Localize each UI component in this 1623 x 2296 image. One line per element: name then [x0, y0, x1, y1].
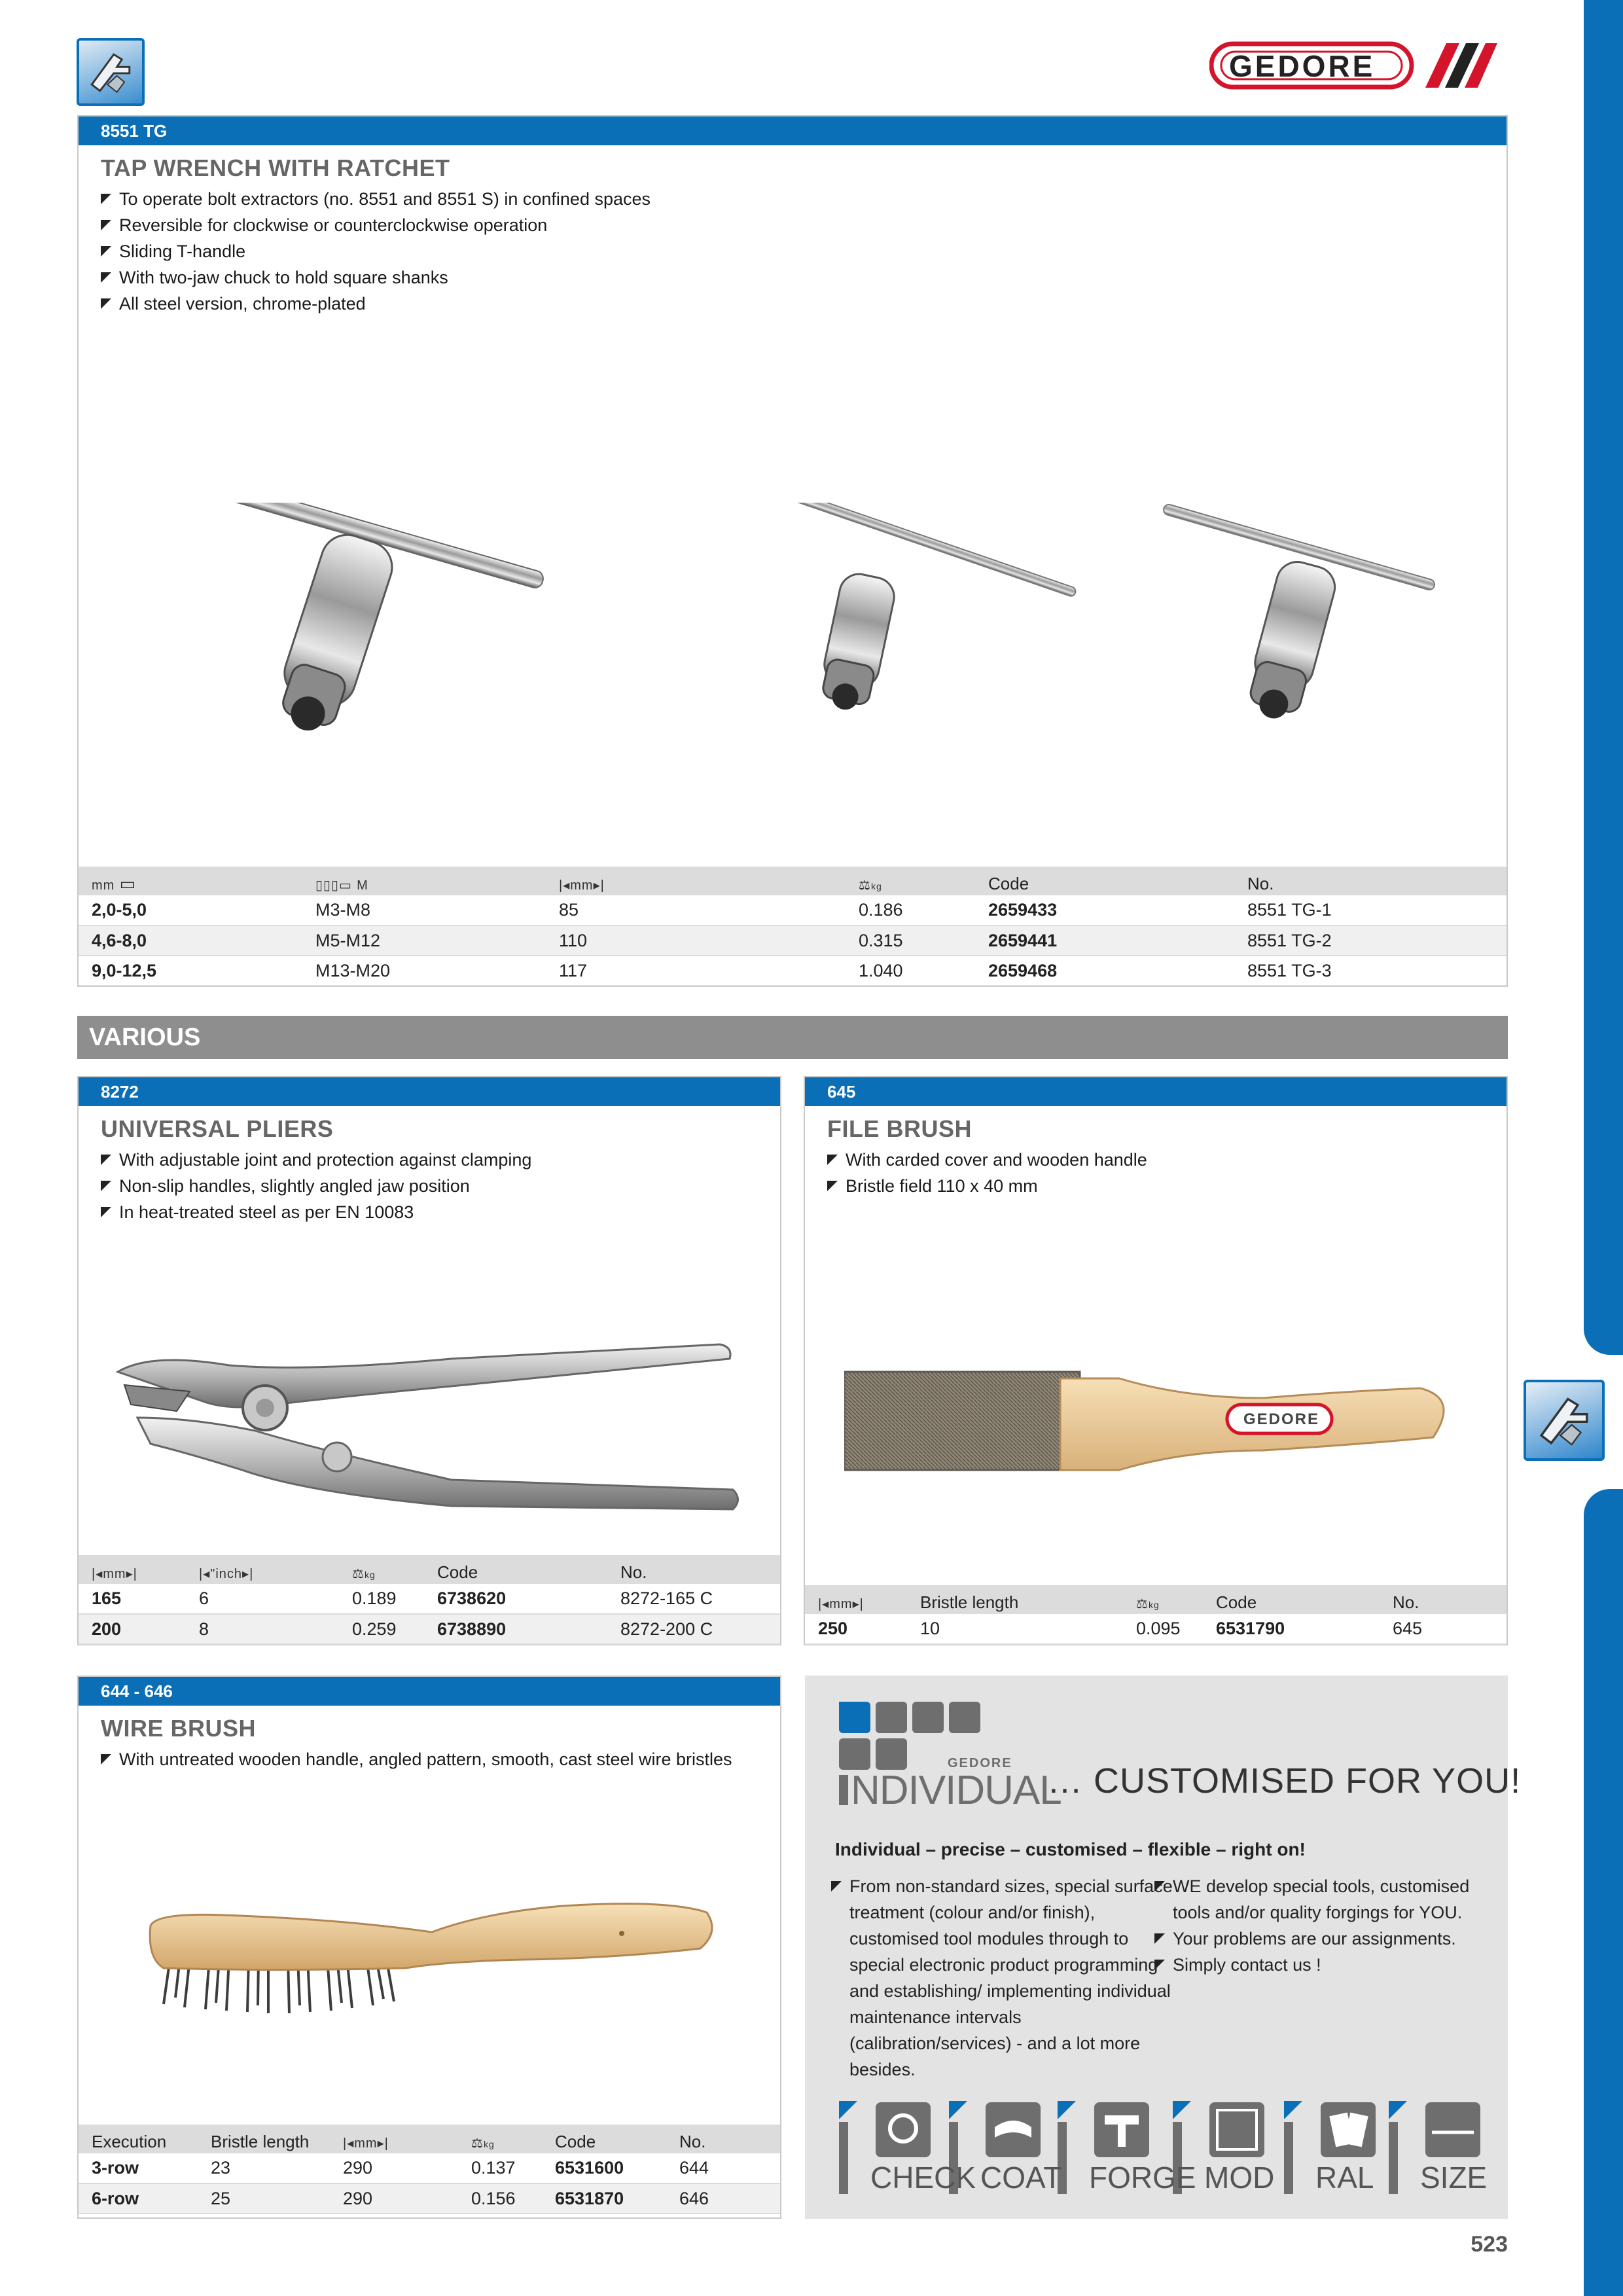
table-row: 9,0-12,5 M13-M20 117 1.040 2659468 8551 TG-3	[79, 956, 1507, 986]
table-row: 4,6-8,0 M5-M12 110 0.315 2659441 8551 TG-2	[79, 925, 1507, 956]
wire-brush-image	[144, 1886, 720, 2043]
tap-wrench-images	[170, 503, 1453, 869]
gedore-logo	[1209, 41, 1497, 90]
edge-tab-bottom	[1584, 1489, 1623, 2296]
weight-icon: ⚖	[352, 1567, 365, 1581]
product-code-bar: 645	[805, 1077, 1507, 1106]
col-header: Bristle length	[198, 2125, 330, 2153]
spec-table-wire-brush	[79, 2125, 780, 2214]
col-header: Code	[542, 2125, 666, 2153]
col-header: ▯▯▯▭ M	[302, 867, 546, 895]
length-icon: |◂	[92, 1567, 103, 1581]
col-header: |◂mm▸|	[805, 1585, 907, 1614]
product-code-bar: 8272	[79, 1077, 780, 1106]
individual-logo-word: NDIVIDUAL	[851, 1768, 1061, 1813]
spec-table-pliers	[79, 1555, 780, 1645]
feature-item: With two-jaw chuck to hold square shanks	[101, 264, 1507, 291]
product-title: WIRE BRUSH	[101, 1715, 256, 1742]
individual-slogan: … CUSTOMISED FOR YOU!	[1047, 1761, 1522, 1801]
col-header: No.	[666, 2125, 780, 2153]
feature-list	[101, 1147, 780, 1225]
table-row: 3-row 23 290 0.137 6531600 644	[79, 2153, 780, 2183]
length-icon: |◂	[559, 878, 571, 893]
service-label: RAL	[1315, 2161, 1374, 2195]
individual-left-list	[831, 1873, 1178, 2083]
table-row: 2,0-5,0 M3-M8 85 0.186 2659433 8551 TG-1	[79, 895, 1507, 925]
individual-logo-small: GEDORE	[948, 1756, 1012, 1770]
feature-item: With carded cover and wooden handle	[827, 1147, 1507, 1173]
measuring-tools-icon	[77, 38, 145, 106]
pliers-image	[111, 1339, 766, 1535]
measuring-tools-icon	[1524, 1380, 1605, 1461]
col-header: |◂mm▸|	[79, 1555, 186, 1584]
col-header: ⚖kg	[458, 2125, 542, 2153]
product-title: FILE BRUSH	[827, 1115, 972, 1142]
length-icon: |◂	[343, 2136, 355, 2151]
feature-item: Reversible for clockwise or counterclockwise operation	[101, 212, 1507, 238]
service-label: COAT	[980, 2161, 1062, 2195]
brush-logo-text: GEDORE	[1243, 1410, 1320, 1428]
feature-list	[101, 1746, 780, 1772]
feature-item: Non-slip handles, slightly angled jaw position	[101, 1173, 780, 1199]
weight-icon: ⚖	[471, 2136, 484, 2151]
individual-item: Your problems are our assignments.	[1154, 1926, 1508, 1952]
feature-list	[827, 1147, 1507, 1199]
individual-item: Simply contact us !	[1154, 1952, 1508, 1978]
product-card-universal-pliers	[77, 1076, 781, 1645]
col-header: ⚖kg	[1123, 1585, 1203, 1614]
table-row: 165 6 0.189 6738620 8272-165 C	[79, 1584, 780, 1614]
individual-item: From non-standard sizes, special surface treatment (colour and/or finish), customised tool modules through to special electronic product programming and establishing/ implementing individual maintenance intervals (calibration/services) - and a lot more besides.	[831, 1873, 1178, 2083]
col-header: No.	[1380, 1585, 1507, 1614]
file-brush-image	[844, 1352, 1472, 1483]
feature-item: With adjustable joint and protection against clamping	[101, 1147, 780, 1173]
col-header: ⚖kg	[339, 1555, 424, 1584]
product-title: UNIVERSAL PLIERS	[101, 1115, 334, 1142]
feature-item: With untreated wooden handle, angled pattern, smooth, cast steel wire bristles	[101, 1746, 780, 1772]
feature-item: In heat-treated steel as per EN 10083	[101, 1199, 780, 1225]
individual-item: WE develop special tools, customised tools and/or quality forgings for YOU.	[1154, 1873, 1508, 1926]
col-header: Execution	[79, 2125, 198, 2153]
square-size-icon: mm	[92, 878, 115, 893]
table-header-row	[79, 867, 1507, 895]
service-label: SIZE	[1420, 2161, 1488, 2195]
col-header: Code	[975, 867, 1234, 895]
weight-icon: ⚖	[859, 878, 871, 893]
col-header: Code	[1203, 1585, 1380, 1614]
product-title: TAP WRENCH WITH RATCHET	[101, 154, 450, 181]
thread-icon: ▯▯▯▭	[315, 878, 352, 893]
length-inch-icon: |◂	[199, 1567, 211, 1581]
col-header: |◂"inch▸|	[186, 1555, 339, 1584]
service-label: MOD	[1204, 2161, 1275, 2195]
feature-item: All steel version, chrome-plated	[101, 291, 1507, 317]
product-card-tap-wrench	[77, 115, 1508, 987]
col-header: Code	[424, 1555, 607, 1584]
table-row: 250 10 0.095 6531790 645	[805, 1614, 1507, 1644]
product-card-file-brush	[804, 1076, 1508, 1645]
feature-item: Sliding T-handle	[101, 238, 1507, 264]
individual-subtitle: Individual – precise – customised – flexible – right on!	[835, 1839, 1306, 1859]
product-code-bar: 8551 TG	[79, 117, 1507, 145]
table-header-row	[79, 1555, 780, 1584]
col-header: |◂mm▸|	[546, 867, 846, 895]
edge-tab-top	[1584, 0, 1623, 1355]
feature-item: To operate bolt extractors (no. 8551 and 8551 S) in confined spaces	[101, 186, 1507, 212]
length-icon: |◂	[818, 1597, 830, 1611]
feature-item: Bristle field 110 x 40 mm	[827, 1173, 1507, 1199]
col-header: No.	[607, 1555, 780, 1584]
table-header-row	[79, 2125, 780, 2153]
product-code-bar: 644 - 646	[79, 1677, 780, 1706]
col-header: Bristle length	[907, 1585, 1123, 1614]
service-label: FORGE	[1089, 2161, 1196, 2195]
col-header: |◂mm▸|	[330, 2125, 458, 2153]
feature-list	[101, 186, 1507, 317]
spec-table-tap-wrench	[79, 867, 1507, 986]
product-card-wire-brush	[77, 1676, 781, 2219]
page-number: 523	[1471, 2232, 1508, 2257]
col-header: No.	[1234, 867, 1507, 895]
spec-table-file-brush	[805, 1585, 1507, 1645]
table-row: 6-row 25 290 0.156 6531870 646	[79, 2183, 780, 2214]
service-label: CHECK	[870, 2161, 976, 2195]
section-heading-various: VARIOUS	[77, 1016, 1508, 1059]
weight-icon: ⚖	[1136, 1597, 1149, 1611]
col-header: mm ▭	[79, 867, 302, 895]
table-header-row	[805, 1585, 1507, 1614]
logo-text: GEDORE	[1229, 49, 1376, 83]
individual-right-list	[1154, 1873, 1508, 1978]
table-row: 200 8 0.259 6738890 8272-200 C	[79, 1614, 780, 1644]
col-header: ⚖kg	[846, 867, 975, 895]
